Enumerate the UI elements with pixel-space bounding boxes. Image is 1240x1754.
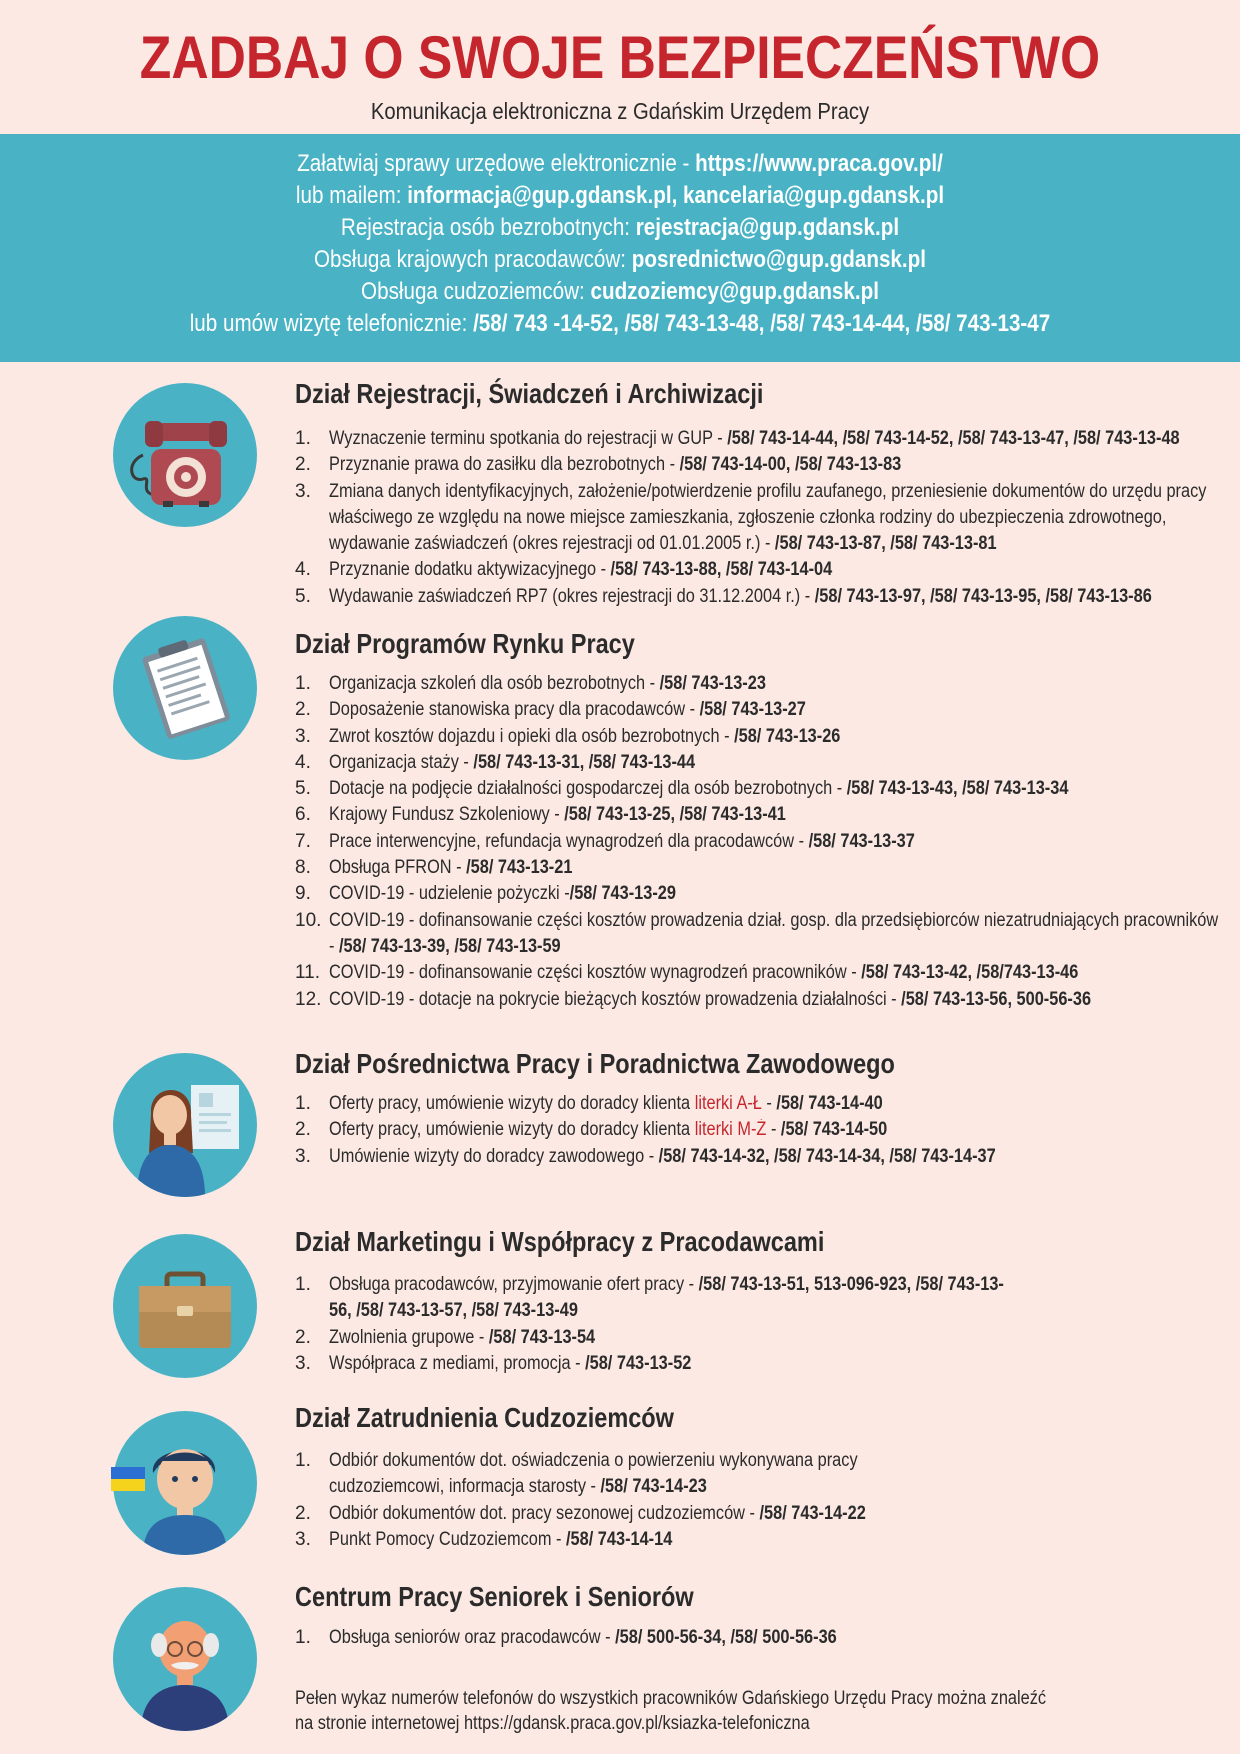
item-list bbox=[295, 1091, 1225, 1170]
list-item: 1. Organizacja szkoleń dla osób bezrobotnych - /58/ 743-13-23 bbox=[295, 673, 766, 694]
banner-line: lub umów wizytę telefonicznie: /58/ 743 -14-52, /58/ 743-13-48, /58/ 743-14-44, /58/ 743-13-47 bbox=[189, 310, 1051, 337]
banner-line: Rejestracja osób bezrobotnych: rejestracja@gup.gdansk.pl bbox=[340, 214, 900, 241]
list-item: 5. Wydawanie zaświadczeń RP7 (okres rejestracji do 31.12.2004 r.) - /58/ 743-13-97, /58/ 743-13-95, /58/ 743-13-86 bbox=[295, 585, 1152, 607]
item-list bbox=[295, 1625, 1225, 1651]
section-title: Dział Rejestracji, Świadczeń i Archiwizacji bbox=[295, 378, 764, 409]
list-item: 4. Przyznanie dodatku aktywizacyjnego - /58/ 743-13-88, /58/ 743-14-04 bbox=[295, 559, 833, 581]
page-title: ZADBAJ O SWOJE BEZPIECZEŃSTWO bbox=[139, 24, 1101, 91]
senior-icon bbox=[113, 1587, 257, 1731]
list-item: 6. Krajowy Fundusz Szkoleniowy - /58/ 743-13-25, /58/ 743-13-41 bbox=[295, 804, 786, 826]
list-item: 7. Prace interwencyjne, refundacja wynagrodzeń dla pracodawców - /58/ 743-13-37 bbox=[295, 830, 915, 852]
list-item: 2. Zwolnienia grupowe - /58/ 743-13-54 bbox=[295, 1326, 596, 1348]
contact-banner bbox=[0, 134, 1240, 362]
list-item: 2. Oferty pracy, umówienie wizyty do doradcy klienta literki M-Ż - /58/ 743-14-50 bbox=[295, 1119, 888, 1141]
woman-cv-icon bbox=[113, 1053, 257, 1197]
list-item: 1. Wyznaczenie terminu spotkania do rejestracji w GUP - /58/ 743-14-44, /58/ 743-14-52, /58/ 743-13-47, /58/ 743-13-48 bbox=[295, 428, 1180, 449]
briefcase-icon bbox=[113, 1234, 257, 1378]
telephone-icon bbox=[113, 383, 257, 527]
ukraine-flag-icon bbox=[111, 1467, 145, 1491]
footer-line: Pełen wykaz numerów telefonów do wszystkich pracowników Gdańskiego Urzędu Pracy można znaleźć bbox=[295, 1688, 1047, 1709]
list-item: 1. Odbiór dokumentów dot. oświadczenia o powierzeniu wykonywana pracy cudzoziemcowi, informacja starosty - /58/ 743-14-23 bbox=[295, 1450, 858, 1498]
section-title: Dział Programów Rynku Pracy bbox=[295, 628, 635, 659]
list-item: 3. Punkt Pomocy Cudzoziemcom - /58/ 743-14-14 bbox=[295, 1528, 673, 1550]
list-item: 9. COVID-19 - udzielenie pożyczki -/58/ 743-13-29 bbox=[295, 883, 676, 905]
banner-line: Załatwiaj sprawy urzędowe elektronicznie - https://www.praca.gov.pl/ bbox=[297, 150, 943, 177]
section-title: Dział Zatrudnienia Cudzoziemców bbox=[295, 1402, 674, 1433]
email-link[interactable]: rejestracja@gup.gdansk.pl bbox=[635, 214, 900, 241]
list-item: 3. Współpraca z mediami, promocja - /58/ 743-13-52 bbox=[295, 1352, 692, 1374]
list-item: 4. Organizacja staży - /58/ 743-13-31, /58/ 743-13-44 bbox=[295, 751, 696, 773]
footer-note bbox=[295, 1686, 1189, 1736]
list-item: 12. COVID-19 - dotacje na pokrycie bieżących kosztów prowadzenia działalności - /58/ 743-13-56, 500-56-36 bbox=[295, 988, 1092, 1010]
email-link[interactable]: informacja@gup.gdansk.pl, kancelaria@gup.gdansk.pl bbox=[407, 182, 945, 209]
list-item: 11. COVID-19 - dofinansowanie części kosztów wynagrodzeń pracowników - /58/ 743-13-42, /58/743-13-46 bbox=[295, 962, 1079, 984]
list-item: 2. Odbiór dokumentów dot. pracy sezonowej cudzoziemców - /58/ 743-14-22 bbox=[295, 1502, 866, 1524]
banner-line: Obsługa cudzoziemców: cudzoziemcy@gup.gdansk.pl bbox=[361, 278, 879, 305]
email-link[interactable]: cudzoziemcy@gup.gdansk.pl bbox=[590, 278, 879, 305]
item-list bbox=[295, 1448, 1225, 1553]
header bbox=[0, 0, 1240, 134]
section-title: Centrum Pracy Seniorek i Seniorów bbox=[295, 1581, 694, 1612]
website-link[interactable]: https://www.praca.gov.pl/ bbox=[695, 150, 943, 177]
banner-line: lub mailem: informacja@gup.gdansk.pl, kancelaria@gup.gdansk.pl bbox=[295, 182, 945, 209]
list-item: 3. Zmiana danych identyfikacyjnych, założenie/potwierdzenie profilu zaufanego, przeniesienie dokumentów do urzędu pracy właściwego ze względu na nowe miejsce zamieszkania, zgłoszenie członka rodziny do ubezpieczenia zdrowotnego, wydawanie zaświadczeń (okres rejestracji od 01.01.2005 r.) - /58/ 743-13-87, /58/ 743-13-81 bbox=[295, 480, 1207, 555]
list-item: 5. Dotacje na podjęcie działalności gospodarczej dla osób bezrobotnych - /58/ 743-13-43, /58/ 743-13-34 bbox=[295, 778, 1069, 800]
list-item: 10. COVID-19 - dofinansowanie części kosztów prowadzenia dział. gosp. dla przedsiębiorców niezatrudniających pracowników - /58/ 743-13-39, /58/ 743-13-59 bbox=[295, 909, 1219, 957]
list-item: 2. Przyznanie prawa do zasiłku dla bezrobotnych - /58/ 743-14-00, /58/ 743-13-83 bbox=[295, 454, 902, 476]
section-title: Dział Marketingu i Współpracy z Pracodawcami bbox=[295, 1226, 825, 1257]
item-list bbox=[295, 671, 1225, 1013]
banner-line: Obsługa krajowych pracodawców: posrednictwo@gup.gdansk.pl bbox=[314, 246, 926, 273]
list-item: 3. Zwrot kosztów dojazdu i opieki dla osób bezrobotnych - /58/ 743-13-26 bbox=[295, 725, 841, 747]
email-link[interactable]: posrednictwo@gup.gdansk.pl bbox=[631, 246, 926, 273]
list-item: 1. Obsługa seniorów oraz pracodawców - /58/ 500-56-34, /58/ 500-56-36 bbox=[295, 1627, 837, 1648]
section-title: Dział Pośrednictwa Pracy i Poradnictwa Zawodowego bbox=[295, 1048, 895, 1079]
item-list bbox=[295, 426, 1225, 610]
phone-numbers: /58/ 743 -14-52, /58/ 743-13-48, /58/ 743-14-44, /58/ 743-13-47 bbox=[473, 310, 1051, 337]
list-item: 1. Oferty pracy, umówienie wizyty do doradcy klienta literki A-Ł - /58/ 743-14-40 bbox=[295, 1093, 883, 1114]
clipboard-icon bbox=[113, 616, 257, 760]
footer-line: na stronie internetowej https://gdansk.praca.gov.pl/ksiazka-telefoniczna bbox=[295, 1713, 810, 1734]
item-list bbox=[295, 1272, 1225, 1377]
page-subtitle: Komunikacja elektroniczna z Gdańskim Urzędem Pracy bbox=[370, 98, 870, 124]
list-item: 8. Obsługa PFRON - /58/ 743-13-21 bbox=[295, 857, 573, 879]
list-item: 1. Obsługa pracodawców, przyjmowanie ofert pracy - /58/ 743-13-51, 513-096-923, /58/ 743-13-56, /58/ 743-13-57, /58/ 743-13-49 bbox=[295, 1274, 1004, 1322]
list-item: 2. Doposażenie stanowiska pracy dla pracodawców - /58/ 743-13-27 bbox=[295, 699, 806, 721]
list-item: 3. Umówienie wizyty do doradcy zawodowego - /58/ 743-14-32, /58/ 743-14-34, /58/ 743-14-37 bbox=[295, 1145, 996, 1167]
